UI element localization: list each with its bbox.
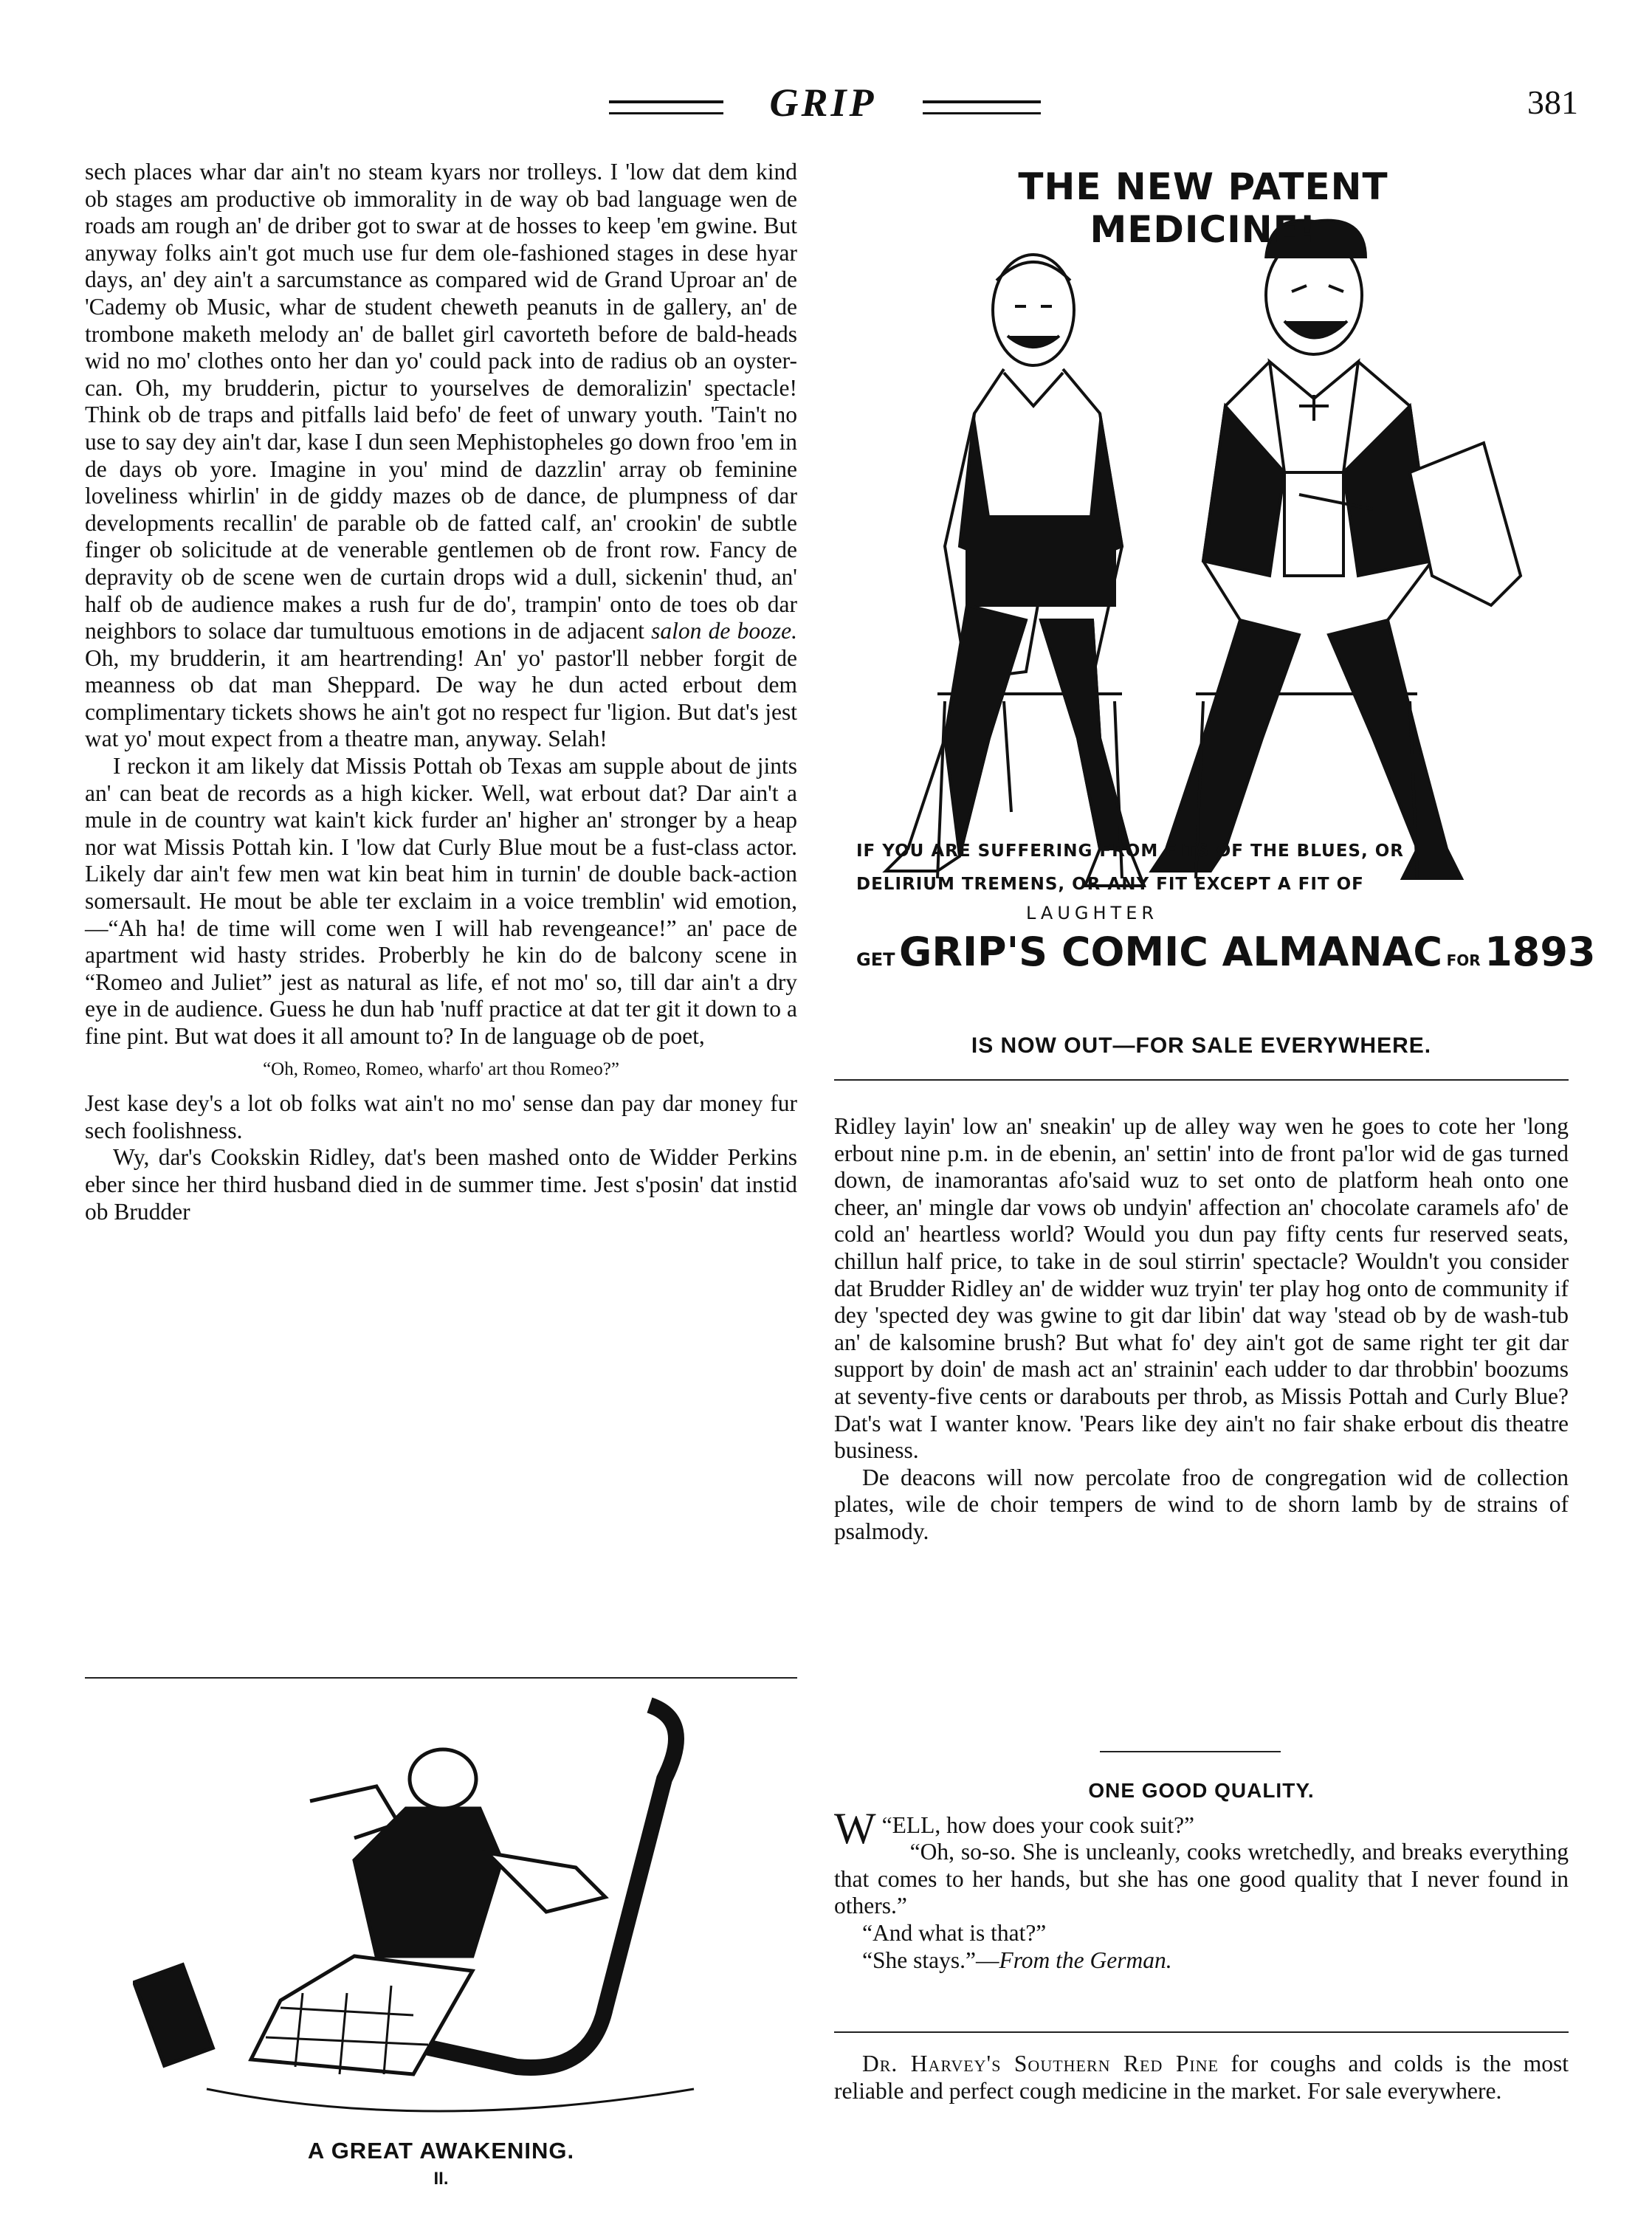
ad-product-name: Dr. Harvey's Southern Red Pine: [862, 2051, 1219, 2076]
cartoon-caption: A GREAT AWAKENING.: [307, 2138, 575, 2164]
cartoon-headline: THE NEW PATENT MEDICINE!: [1018, 165, 1388, 251]
right-column: [834, 1113, 1569, 1546]
advertisement: [834, 2051, 1569, 2104]
drop-cap: W: [834, 1803, 876, 1853]
one-good-quality-line-2: “Oh, so-so. She is uncleanly, cooks wretchedly, and breaks everything that comes to her hands, but she has one good quality that I never found in others.”: [834, 1839, 1569, 1919]
great-awakening-cartoon: [133, 1690, 768, 2133]
left-column: [85, 159, 797, 1225]
cartoon-line-2: DELIRIUM TREMENS, OR ANY FIT EXCEPT A FIT OF: [856, 875, 1364, 894]
cartoon-caption-number: II.: [433, 2169, 449, 2189]
cartoon-almanac-title: GRIP'S COMIC ALMANAC: [899, 929, 1442, 975]
salon-de-booze: salon de booze.: [651, 618, 797, 644]
masthead-rule-left: [609, 100, 723, 114]
right-column-rule-top: [834, 1079, 1569, 1081]
left-paragraph-4: Wy, dar's Cookskin Ridley, dat's been mashed onto de Widder Perkins eber since her third husband died in de summer time. Jest s'posin' dat instid ob Brudder: [85, 1144, 797, 1225]
laughing-man-figure: [1152, 221, 1521, 878]
cartoon-footer: IS NOW OUT—FOR SALE EVERYWHERE.: [971, 1033, 1432, 1058]
left-paragraph-3: Jest kase dey's a lot ob folks wat ain't no mo' sense dan pay dar money fur sech foolishness.: [85, 1090, 797, 1143]
left-paragraph-1: sech places whar dar ain't no steam kyars nor trolleys. I 'low dat dem kind ob stages am productive ob immorality in de way ob bad language wen de roads am rough an' de driber got to swar at de hosses to keep 'em gwine. But anyway folks ain't got much use fur dem ole-fashioned stages in dese hyar days, an' dey ain't a sarcumstance as compared wid de Grand Uproar an' de 'Cademy ob Music, whar de student cheweth peanuts in de gallery, an' de trombone maketh melody an' de ballet girl cavorteth before de bald-heads wid no mo' clothes onto her dan yo' could pack into de radius ob an oyster-can. Oh, my brudderin, pictur to yourselves de demoralizin' spectacle! Think ob de traps and pitfalls laid befo' de feet of unwary youth. 'Tain't no use to say dey ain't dar, kase I dun seen Mephistopheles go down froo 'em in de days ob yore. Imagine in you' mind de dazzlin' array ob feminine loveliness whirlin' in de giddy mazes ob de dance, de plumpness of dar developments recallin' de parable ob de fatted calf, an' crookin' de subtle finger ob solicitude at de venerable gentlemen ob de front row. Fancy de depravity ob de scene wen de curtain drops wid a dull, sickenin' thud, an' half ob de audience makes a rush fur de do', trampin' onto de toes ob dar neighbors to solace dar tumultuous emotions in de adjacent salon de booze. Oh, my brudderin, it am heartrending! An' yo' pastor'll nebber forgit de meanness ob dat man Sheppard. De way he dun acted erbout dem complimentary tickets shows he ain't got no respect fur 'ligion. But dat's jest wat yo' mout expect from a theatre man, anyway. Selah!: [85, 159, 797, 752]
one-good-quality-line-1: “ W ELL, how does your cook suit?”: [834, 1803, 1195, 1853]
reader-head: [410, 1749, 476, 1808]
masthead-rule-right: [923, 100, 1041, 114]
masthead-title: GRIP: [769, 80, 877, 125]
bottle-shape: [134, 1965, 213, 2066]
cartoon-line-3: LAUGHTER: [1026, 903, 1159, 923]
right-paragraph-2: De deacons will now percolate froo de congregation wid de collection plates, wile de choir tempers de wind to de shorn lamb by de strains of psalmody.: [834, 1464, 1569, 1544]
cartoon-line-1: IF YOU ARE SUFFERING FROM FITS OF THE BLUES, OR: [856, 842, 1405, 861]
ad-text: Dr. Harvey's Southern Red Pine for coughs and colds is the most reliable and perfect cough medicine in the market. For sale everywhere.: [834, 2051, 1569, 2104]
cartoon-for: FOR: [1446, 951, 1481, 969]
left-paragraph-2: I reckon it am likely dat Missis Pottah ob Texas am supple about de jints an' can beat de records as a high kicker. Well, wat erbout dat? Dar ain't a mule in de country wat kain't kick furder an' higher an' stronger by a heap nor wat Missis Pottah kin. I 'low dat Curly Blue mout be a fust-class actor. Likely dar ain't few men wat kin beat him in turnin' de double back-action somersault. He mout be able ter exclaim in a voice tremblin' wid emotion,—“Ah ha! de time will come wen I will hab revengeance!” an' pace de apartment wid hasty strides. Proberbly he kin do de balcony scene in “Romeo and Juliet” jest as natural as life, ef not mo' so, till dar ain't a dry eye in de audience. Guess he dun hab 'nuff practice at dat ter git it down to a fine pint. But wat does it all amount to? In de language ob de poet,: [85, 753, 797, 1049]
cartoon-line-4: [856, 929, 1596, 975]
cartoon-year: 1893: [1484, 929, 1596, 975]
great-awakening-illustration: [133, 1690, 768, 2133]
one-good-quality-section: [834, 1777, 1569, 1974]
sad-man-figure: [886, 255, 1144, 886]
left-column-rule: [85, 1677, 797, 1679]
one-good-quality-line-3: “And what is that?”: [862, 1919, 1047, 1946]
masthead: [0, 80, 1652, 124]
source-credit: From the German.: [999, 1947, 1172, 1973]
cartoon-get: GET: [856, 949, 895, 970]
poet-quote: “Oh, Romeo, Romeo, wharfo' art thou Romeo?”: [263, 1059, 619, 1079]
page-number: 381: [1527, 83, 1578, 121]
patent-medicine-cartoon: [856, 162, 1596, 1033]
short-rule: [1100, 1751, 1281, 1752]
right-column-rule-bottom: [834, 2031, 1569, 2033]
right-paragraph-1: Ridley layin' low an' sneakin' up de alley way wen he goes to cote her 'long erbout nine p.m. in de ebenin, an' settin' into de front pa'lor wid de gas turned down, de inamorantas afo'said wuz to set onto de platform heah onto one cheer, an' mingle dar vows ob undyin' affection an' chocolate caramels afo' de cold an' heartless world? Would you dun pay fifty cents fur reserved seats, chillun half price, to take in de soul stirrin' spectacle? Wouldn't you consider dat Brudder Ridley an' de widder wuz tryin' ter play hog onto de community if dey 'spected dey was gwine to git dar libin' dat way 'stead ob by de wash-tub an' de kalsomine brush? But what fo' dey ain't got de same right ter git dar support by doin' de mash act an' strainin' each udder to dar throbbin' boozums at seventy-five cents or darabouts per throb, as Missis Pottah and Curly Blue? Dat's wat I wanter know. 'Pears like dey ain't no fair shake erbout dis theatre business.: [834, 1113, 1569, 1464]
one-good-quality-line-4: “She stays.”—From the German.: [862, 1947, 1172, 1973]
one-good-quality-title: ONE GOOD QUALITY.: [1088, 1779, 1315, 1802]
